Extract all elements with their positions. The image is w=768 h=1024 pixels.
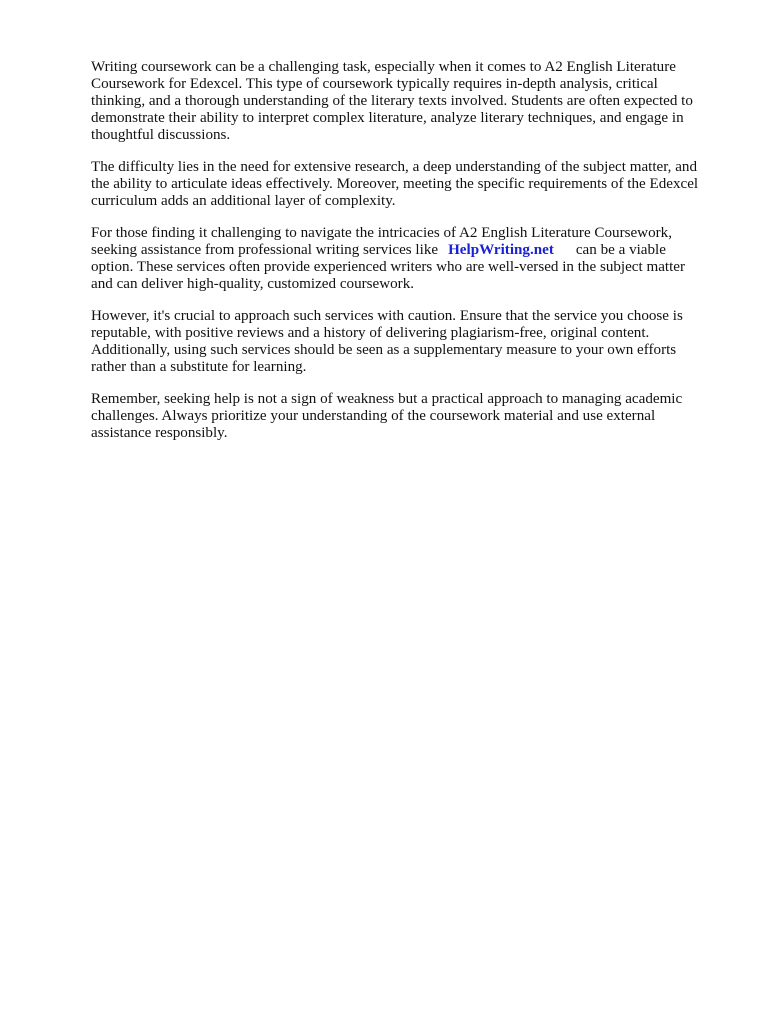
text-line: and can deliver high-quality, customized coursework. [91,276,415,292]
text-line: challenges. Always prioritize your understanding of the coursework material and use external [91,408,656,424]
text-line-with-link [91,242,711,259]
text-line: Remember, seeking help is not a sign of weakness but a practical approach to managing academic [91,391,683,407]
text-line: For those finding it challenging to navigate the intricacies of A2 English Literature Coursework, [91,225,672,241]
text-line: thinking, and a thorough understanding of the literary texts involved. Students are often expected to [91,93,693,109]
text-segment: can be a viable [575,242,666,258]
text-line: option. These services often provide experienced writers who are well-versed in the subject matter [91,259,686,275]
text-line: The difficulty lies in the need for extensive research, a deep understanding of the subject matter, and [91,159,697,175]
text-line: However, it's crucial to approach such services with caution. Ensure that the service you choose is [91,308,683,324]
helpwriting-link[interactable]: HelpWriting.net [448,242,554,258]
document-page [91,59,711,457]
text-line: thoughtful discussions. [91,127,231,143]
paragraph-caution [91,308,711,376]
text-line: assistance responsibly. [91,425,228,441]
text-line: rather than a substitute for learning. [91,359,307,375]
text-line: Coursework for Edexcel. This type of coursework typically requires in-depth analysis, critical [91,76,658,92]
text-segment: seeking assistance from professional writing services like [91,242,439,258]
text-line: reputable, with positive reviews and a history of delivering plagiarism-free, original content. [91,325,650,341]
text-line: curriculum adds an additional layer of complexity. [91,193,396,209]
paragraph-intro [91,59,711,144]
paragraph-conclusion [91,391,711,442]
paragraph-assistance [91,225,711,293]
text-line: demonstrate their ability to interpret complex literature, analyze literary techniques, and engage in [91,110,684,126]
text-line: Writing coursework can be a challenging task, especially when it comes to A2 English Literature [91,59,676,75]
paragraph-difficulty [91,159,711,210]
text-line: Additionally, using such services should be seen as a supplementary measure to your own efforts [91,342,677,358]
text-line: the ability to articulate ideas effectively. Moreover, meeting the specific requirements of the Edexcel [91,176,699,192]
